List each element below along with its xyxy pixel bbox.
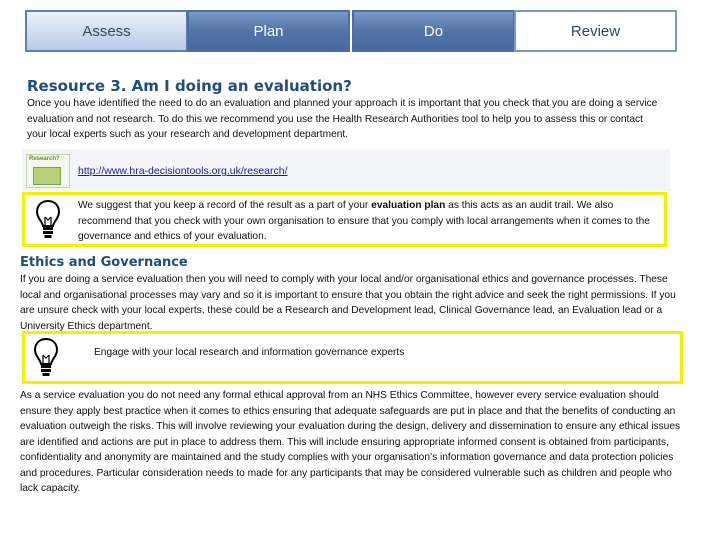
hra-decision-tool-link[interactable]: http://www.hra-decisiontools.org.uk/research/ bbox=[78, 165, 288, 177]
tip-box-record bbox=[22, 192, 667, 247]
tip-engage-text: Engage with your local research and information governance experts bbox=[94, 347, 405, 358]
approval-paragraph: As a service evaluation you do not need any formal ethical approval from an NHS Ethics Committee, however every service evaluation should ensure they apply best practice when it comes to ethics ensuring that adequate safeguards are put in place and that the benefits of conducting an evaluation outweigh the risks. This will involve reviewing your evaluation during the design, delivery and dissemination to ensure any ethical issues are identified and actions are put in place to address them. This will include ensuring appropriate informed consent is obtained from participants, confidentiality and anonymity are maintained and the study complies with your organisation’s information governance and data protection policies and procedures. Particular consideration needs to made for any participants that may be considered vulnerable such as children and people who lack capacity. bbox=[20, 390, 681, 494]
tip-record-text: We suggest that you keep a record of the result as a part of your evaluation plan as this acts as an audit trail. We also recommend that you check with your own organisation to ensure that you comply with local arrangements when it comes to the governance and ethics of your evaluation. bbox=[78, 200, 650, 242]
logo-text: Research? bbox=[29, 156, 60, 162]
tab-assess-label: Assess bbox=[82, 22, 131, 40]
evaluation-plan-term: evaluation plan bbox=[371, 200, 446, 211]
tab-review-label: Review bbox=[570, 22, 621, 40]
lightbulb-icon bbox=[35, 199, 61, 241]
tab-assess[interactable] bbox=[25, 10, 188, 52]
tip-box-engage bbox=[22, 331, 683, 384]
intro-paragraph: Once you have identified the need to do an evaluation and planned your approach it is important that you check that you are doing a service evaluation and not research. To do this we recommend you use the Health Research Authorities tool to help you to assess this or contact your local experts such as your research and development department. bbox=[27, 98, 658, 140]
decision-tool-row bbox=[22, 149, 670, 191]
tab-plan-label: Plan bbox=[253, 22, 284, 40]
tab-plan[interactable] bbox=[187, 10, 350, 52]
lightbulb-icon bbox=[33, 337, 59, 379]
research-logo-icon bbox=[26, 154, 70, 188]
tab-review[interactable] bbox=[514, 10, 677, 52]
page-title: Resource 3. Am I doing an evaluation? bbox=[27, 77, 352, 95]
tab-do[interactable] bbox=[352, 10, 515, 52]
ethics-heading: Ethics and Governance bbox=[20, 255, 188, 270]
stage-tabs bbox=[25, 10, 675, 52]
tab-do-label: Do bbox=[423, 22, 444, 40]
ethics-paragraph: If you are doing a service evaluation then you will need to comply with your local and/or organisational ethics and governance processes. These local and organisational processes may vary and so it is important to ensure that you obtain the right advice and seek the right permissions. If you are unsure check with your local experts, these could be a Research and Development lead, Clinical Governance lead, an Evaluation lead or a University Ethics department. bbox=[20, 274, 676, 332]
